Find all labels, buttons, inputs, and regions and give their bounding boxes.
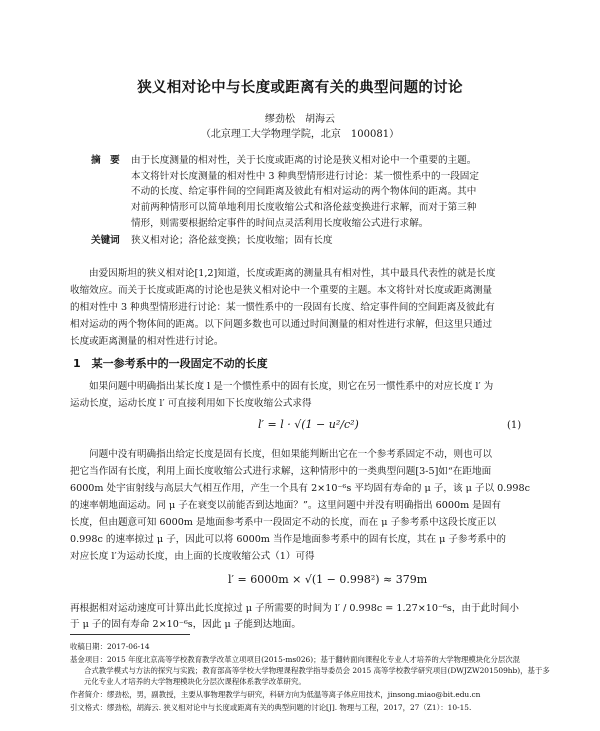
abstract-line: 由于长度测量的相对性，关于长度或距离的讨论是狭义相对论中一个重要的主题。 bbox=[131, 155, 477, 166]
intro-line: 长度或距离测量的相对性进行讨论。 bbox=[70, 336, 224, 347]
para2-line: 把它当作固有长度，利用上面长度收缩公式进行求解，这种情形中的一类典型问题[3-5]如“在距地面 bbox=[70, 466, 492, 477]
affiliation: （北京理工大学物理学院，北京 100081） bbox=[200, 129, 400, 140]
footnote-fund: 基金项目：2015 年度北京高等学校教育教学改革立项项目(2015-ms026)；基于翻转面向课程化专业人才培养的大学物理模块化分层次混 bbox=[70, 655, 521, 664]
para3-line: 再根据相对运动速度可计算出此长度掠过 μ 子所需要的时间为 l′ / 0.998c = 1.27×10⁻⁶s，由于此时间小 bbox=[70, 603, 519, 614]
footnote-fund: 元化专业人才培养的大学物理模块化分层次课程体系教学改革研究。 bbox=[84, 677, 306, 686]
intro-line: 的相对性中 3 种典型情形进行讨论：某一惯性系中的一段固有长度、给定事件间的空间距离及彼此有 bbox=[70, 302, 495, 313]
abstract-line: 对前两种情形可以简单地利用长度收缩公式和洛伦兹变换进行求解，而对于第三种 bbox=[131, 202, 477, 214]
keywords-label: 关键词 bbox=[91, 235, 120, 246]
footnote-citation: 引文格式：缪劲松，胡海云. 狭义相对论中与长度或距离有关的典型问题的讨论[J]. 物理与工程，2017，27（Z1）：10-15. bbox=[70, 703, 472, 712]
equation-2: l′ = 6000m × √(1 − 0.998²) ≈ 379m bbox=[228, 573, 428, 586]
para2-line: 0.998c 的速率掠过 μ 子，因此可以将 6000m 当作是地面参考系中的固有长度，其在 μ 子参考系中的 bbox=[70, 534, 506, 545]
footnote-rule bbox=[70, 634, 190, 635]
abstract-line: 不动的长度、给定事件间的空间距离及彼此有相对运动的两个物体间的距离。其中 bbox=[131, 186, 477, 198]
para3-line: 于 μ 子的固有寿命 2×10⁻⁶s，因此 μ 子能到达地面。 bbox=[70, 619, 301, 630]
para2-line: 问题中没有明确指出给定长度是固有长度，但如果能判断出它在一个参考系固定不动，则也可以 bbox=[89, 449, 492, 460]
paper-title: 狭义相对论中与长度或距离有关的典型问题的讨论 bbox=[137, 80, 463, 96]
footnote-author: 作者简介：缪劲松，男，副教授，主要从事物理教学与研究，科研方向为低温等离子体应用技术，jinsong.miao@bit.edu.cn bbox=[70, 690, 481, 699]
abstract-text bbox=[131, 153, 531, 232]
para2-line: 的速率朝地面运动。同 μ 子在衰变以前能否到达地面？”。这里问题中并没有明确指出 6000m 是固有 bbox=[70, 500, 502, 511]
section-heading-1: 1 某一参考系中的一段固定不动的长度 bbox=[73, 357, 268, 370]
equation-1-number: (1) bbox=[507, 420, 522, 431]
footnote-fund: 合式教学模式与方法的探究与实践；教育部高等学校大学物理课程教学指导委员会 2015 高等学校教学研究项目(DWJZW201509hb)，基于多 bbox=[84, 666, 550, 675]
abstract-line: 本文将针对长度测量的相对性中 3 种典型情形进行讨论：某一惯性系中的一段固定 bbox=[131, 170, 479, 182]
para2-line: 6000m 处宇宙射线与高层大气相互作用，产生一个具有 2×10⁻⁶s 平均固有寿命的 μ 子，该 μ 子以 0.998c bbox=[70, 483, 530, 494]
para1-line: 如果问题中明确指出某长度 l 是一个惯性系中的固有长度，则它在另一惯性系中的对应长度 l′ 为 bbox=[89, 381, 494, 392]
abstract-line: 情形，则需要根据给定事件的时间点灵活利用长度收缩公式进行求解。 bbox=[131, 217, 429, 229]
intro-line: 相对运动的两个物体间的距离。以下问题多数也可以通过时间测量的相对性进行求解，但这里只通过 bbox=[70, 319, 493, 330]
equation-1: l′ = l · √(1 − u²/c²) bbox=[258, 418, 359, 431]
footnote-received: 收稿日期：2017-06-14 bbox=[70, 642, 150, 651]
authors: 缪劲松 胡海云 bbox=[265, 114, 335, 125]
para1-line: 运动长度，运动长度 l′ 可直接利用如下长度收缩公式求得 bbox=[70, 398, 312, 409]
intro-line: 收缩效应。而关于长度或距离的讨论也是狭义相对论中一个重要的主题。本文将针对长度或距离测量 bbox=[70, 285, 493, 296]
intro-line: 由爱因斯坦的狭义相对论[1,2]知道，长度或距离的测量具有相对性，其中最具代表性的就是长度 bbox=[89, 268, 496, 279]
abstract-label: 摘 要 bbox=[91, 155, 120, 166]
keywords-text: 狭义相对论；洛伦兹变换；长度收缩；固有长度 bbox=[131, 235, 333, 246]
para2-line: 对应长度 l′为运动长度，由上面的长度收缩公式（1）可得 bbox=[70, 551, 315, 562]
para2-line: 长度，但由题意可知 6000m 是地面参考系中一段固定不动的长度，而在 μ 子参考系中这段长度正以 bbox=[70, 517, 497, 528]
